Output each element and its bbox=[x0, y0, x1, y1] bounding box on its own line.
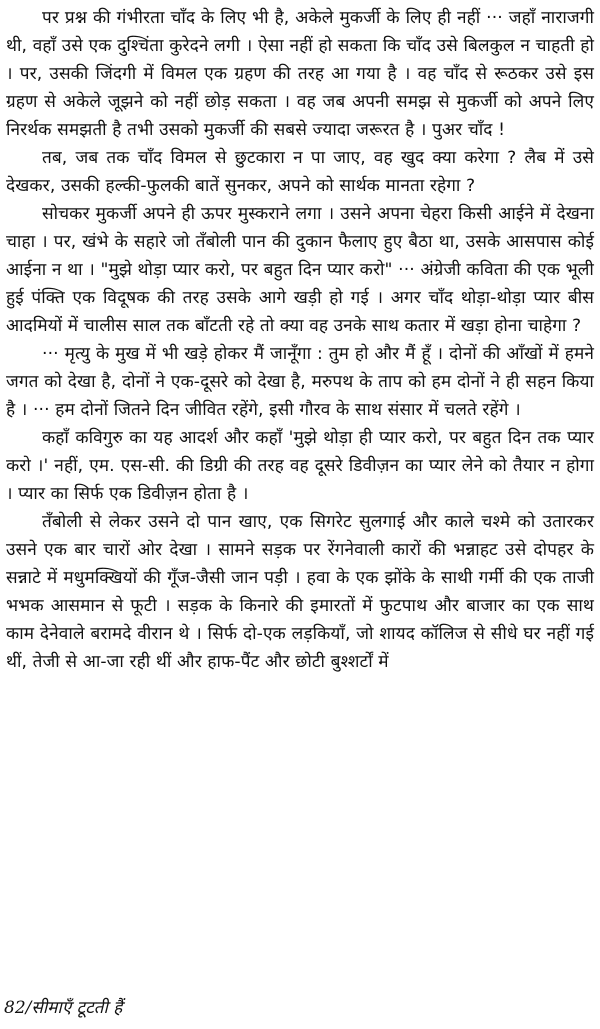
paragraph-1: पर प्रश्न की गंभीरता चाँद के लिए भी है, अकेले मुकर्जी के लिए ही नहीं ··· जहाँ नाराजगी थी, वहाँ उसे एक दुश्चिंता कुरेदने लगी । ऐसा नहीं हो सकता कि चाँद उसे बिलकुल न चाहती हो । पर, उसकी जिंदगी में विमल एक ग्रहण की तरह आ गया है । वह चाँद से रूठकर उसे इस ग्रहण से अकेले जूझने को नहीं छोड़ सकता । वह जब अपनी समझ से मुकर्जी को अपने लिए निरर्थक समझती है तभी उसको मुकर्जी की सबसे ज्यादा जरूरत है । पुअर चाँद ! bbox=[6, 8, 594, 140]
page-footer: 82/सीमाएँ टूटती हैं bbox=[4, 998, 123, 1018]
paragraph-2: तब, जब तक चाँद विमल से छुटकारा न पा जाए, वह खुद क्या करेगा ? लैब में उसे देखकर, उसकी हल्की-फुलकी बातें सुनकर, अपने को सार्थक मानता रहेगा ? bbox=[6, 148, 594, 196]
paragraph-5: कहाँ कविगुरु का यह आदर्श और कहाँ 'मुझे थोड़ा ही प्यार करो, पर बहुत दिन तक प्यार करो ।' नहीं, एम. एस-सी. की डिग्री की तरह वह दूसरे डिवीज़न का प्यार लेने को तैयार न होगा । प्यार का सिर्फ एक डिवीज़न होता है । bbox=[6, 428, 594, 504]
book-page bbox=[6, 4, 594, 994]
paragraph-3: सोचकर मुकर्जी अपने ही ऊपर मुस्कराने लगा । उसने अपना चेहरा किसी आईने में देखना चाहा । पर, खंभे के सहारे जो तँबोली पान की दुकान फैलाए हुए बैठा था, उसके आसपास कोई आईना न था । "मुझे थोड़ा प्यार करो, पर बहुत दिन प्यार करो" ··· अंग्रेजी कविता की एक भूली हुई पंक्ति एक विदूषक की तरह उसके आगे खड़ी हो गई । अगर चाँद थोड़ा-थोड़ा प्यार बीस आदमियों में चालीस साल तक बाँटती रहे तो क्या वह उनके साथ कतार में खड़ा होना चाहेगा ? bbox=[6, 204, 594, 336]
paragraph-4: ··· मृत्यु के मुख में भी खड़े होकर मैं जानूँगा : तुम हो और मैं हूँ । दोनों की आँखों में हमने जगत को देखा है, दोनों ने एक-दूसरे को देखा है, मरुपथ के ताप को हम दोनों ने ही सहन किया है । ··· हम दोनों जितने दिन जीवित रहेंगे, इसी गौरव के साथ संसार में चलते रहेंगे । bbox=[6, 344, 594, 420]
paragraph-6: तँबोली से लेकर उसने दो पान खाए, एक सिगरेट सुलगाई और काले चश्मे को उतारकर उसने एक बार चारों ओर देखा । सामने सड़क पर रेंगनेवाली कारों की भन्नाहट उसे दोपहर के सन्नाटे में मधुमक्खियों की गूँज-जैसी जान पड़ी । हवा के एक झोंके के साथी गर्मी की एक ताजी भभक आसमान से फूटी । सड़क के किनारे की इमारतों में फुटपाथ और बाजार का एक साथ काम देनेवाले बरामदे वीरान थे । सिर्फ दो-एक लड़कियाँ, जो शायद कॉलिज से सीधे घर नहीं गई थीं, तेजी से आ-जा रही थीं और हाफ-पैंट और छोटी बुश्शर्टों में bbox=[6, 512, 594, 672]
